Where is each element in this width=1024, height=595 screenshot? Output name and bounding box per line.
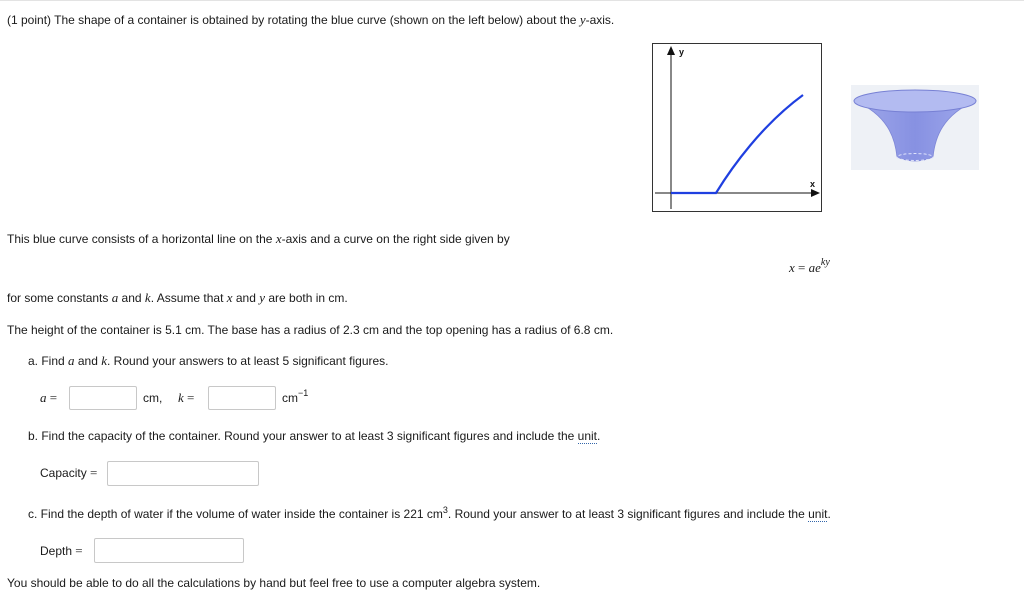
graph-frame [653,44,822,212]
formula-base: ae [808,260,821,275]
depth-label [40,543,83,559]
depth-equals: = [72,543,83,558]
part-a-a-var: a [68,353,75,368]
formula-equals: = [794,260,809,275]
k-answer-var: k [178,390,184,405]
container-image [851,85,979,170]
graph-x-label: x [810,179,816,189]
part-a-question [28,353,389,369]
constants-k-var: k [144,290,151,305]
k-unit-text: cm [282,391,298,405]
depth-input[interactable] [94,538,244,563]
a-unit-label: cm, [143,391,163,405]
constants-and-1: and [118,291,145,305]
constants-and-2: and [232,291,260,305]
part-b-unit-link[interactable]: unit [577,429,598,443]
part-c-unit-link[interactable]: unit [808,507,828,521]
part-c-end: . [827,507,831,521]
k-unit-label [282,389,308,405]
a-answer-var: a [40,390,47,405]
depth-label-text: Depth [40,544,73,558]
part-a-suffix: . Round your answers to at least 5 significant figures. [107,354,389,368]
constants-text-start: for some constants [7,291,112,305]
part-b-question [28,429,600,443]
a-answer-input[interactable] [69,386,137,410]
part-c-superscript: 3 [442,505,448,515]
intro-axis-var: y [579,12,586,27]
curve-description [7,231,510,247]
constants-text-mid: . Assume that [150,291,227,305]
capacity-input[interactable] [107,461,259,486]
container-dimensions: The height of the container is 5.1 cm. The base has a radius of 2.3 cm and the top opening has a radius of 6.8 cm. [7,323,614,337]
curve-graph [652,43,823,213]
intro-text: (1 point) The shape of a container is obtained by rotating the blue curve (shown on the left below) about the [7,13,580,27]
container-top-rim [854,90,976,112]
description-axis-var: x [275,231,282,246]
capacity-equals: = [86,465,98,480]
k-answer-input[interactable] [208,386,276,410]
a-answer-label [40,390,57,406]
capacity-label [40,465,97,481]
part-c-text-2: . Round your answer to at least 3 significant figures and include the [447,507,809,521]
formula-lhs: x [789,260,795,275]
constants-statement [7,290,348,306]
constants-text-end: are both in cm. [265,291,348,305]
part-b-end: . [597,429,601,443]
graph-y-label: y [679,47,685,57]
part-c-question [28,505,831,521]
footer-note: You should be able to do all the calculations by hand but feel free to use a computer algebra system. [7,576,541,590]
curve-formula [789,259,830,276]
constants-x-var: x [226,290,233,305]
description-text: This blue curve consists of a horizontal line on the [7,232,276,246]
description-end-text: -axis and a curve on the right side given by [281,232,510,246]
k-unit-exponent: −1 [298,388,309,398]
part-a-k-var: k [101,353,108,368]
constants-y-var: y [259,290,266,305]
k-answer-equals: = [183,390,195,405]
part-c-text: c. Find the depth of water if the volume of water inside the container is 221 cm [28,507,443,521]
intro-end-text: -axis. [585,13,615,27]
part-a-and: and [74,354,102,368]
top-divider [0,0,1024,1]
part-b-text: b. Find the capacity of the container. Round your answer to at least 3 significant figures and include the [28,429,578,443]
problem-intro [7,12,614,28]
part-a-prefix: a. Find [28,354,69,368]
k-answer-label [178,390,194,406]
a-answer-equals: = [46,390,58,405]
constants-a-var: a [111,290,119,305]
capacity-label-text: Capacity [40,466,87,480]
formula-exponent: ky [820,257,830,268]
